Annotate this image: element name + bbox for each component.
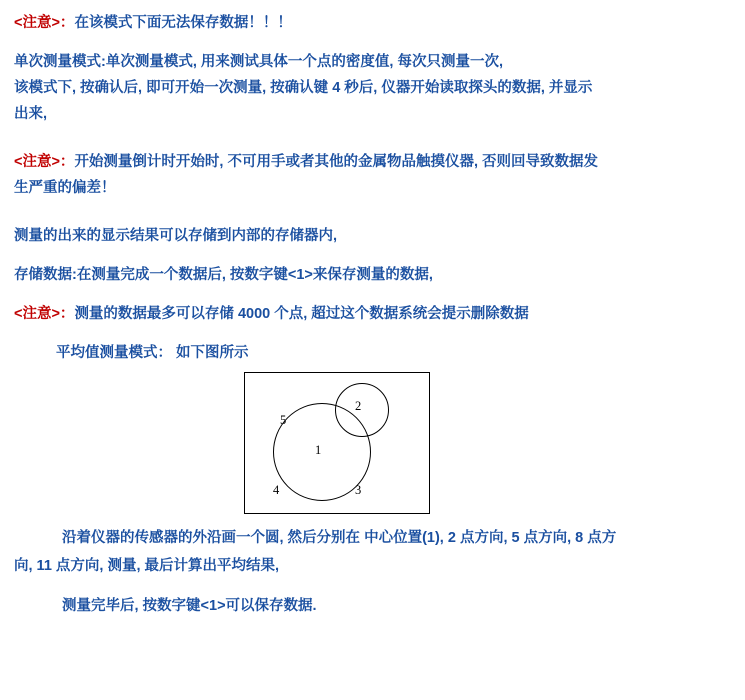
paragraph-notice-no-save [14,10,731,36]
notice-text: 测量的数据最多可以存储 4000 个点, 超过这个数据系统会提示删除数据 [74,306,529,322]
notice-label: <注意>： [14,15,75,31]
notice-label: <注意>： [14,306,75,322]
notice-line [14,149,731,175]
text-line: 向, 11 点方向, 测量, 最后计算出平均结果, [14,558,280,574]
paragraph-procedure [14,524,731,620]
paragraph-notice-countdown [14,149,731,201]
figure-label-two-oclock: 2 [355,399,362,413]
average-mode-caption: 平均值测量模式： 如下图所示 [56,345,249,361]
figure-frame [244,372,430,514]
notice-line [14,301,731,327]
paragraph-notice-capacity [14,301,731,327]
text-line: 该模式下, 按确认后, 即可开始一次测量, 按确认键 4 秒后, 仪器开始读取探头的数据, 并显示 [14,80,593,96]
figure-label-eight-oclock: 4 [273,483,280,497]
notice-text: 开始测量倒计时开始时, 不可用手或者其他的金属物品触摸仪器, 否则回导致数据发 [74,154,599,170]
text-line: 测量完毕后, 按数字键<1>可以保存数据. [62,598,317,614]
notice-text: 在该模式下面无法保存数据！！！ [74,15,292,31]
paragraph-store-data [14,262,731,288]
text-line: 沿着仪器的传感器的外沿画一个圆, 然后分别在 中心位置(1), 2 点方向, 5 点方向, 8 点方 [62,530,617,546]
figure-label-center: 1 [315,443,322,457]
notice-line [14,10,731,36]
text-line: 生严重的偏差！ [14,180,116,196]
text-line: 存储数据:在测量完成一个数据后, 按数字键<1>来保存测量的数据, [14,267,433,283]
paragraph-store-intro [14,223,731,249]
text-line: 出来, [14,106,48,122]
text-line: 测量的出来的显示结果可以存储到内部的存储器内, [14,228,338,244]
text-line: 单次测量模式:单次测量模式, 用来测试具体一个点的密度值, 每次只测量一次, [14,54,503,70]
figure-label-five-oclock: 5 [280,413,287,427]
sensor-small-circle [335,383,389,437]
figure-label-lower-right: 3 [355,483,362,497]
paragraph-single-measure-mode [14,49,731,127]
figure-measurement-points [14,372,731,514]
notice-label: <注意>： [14,154,75,170]
